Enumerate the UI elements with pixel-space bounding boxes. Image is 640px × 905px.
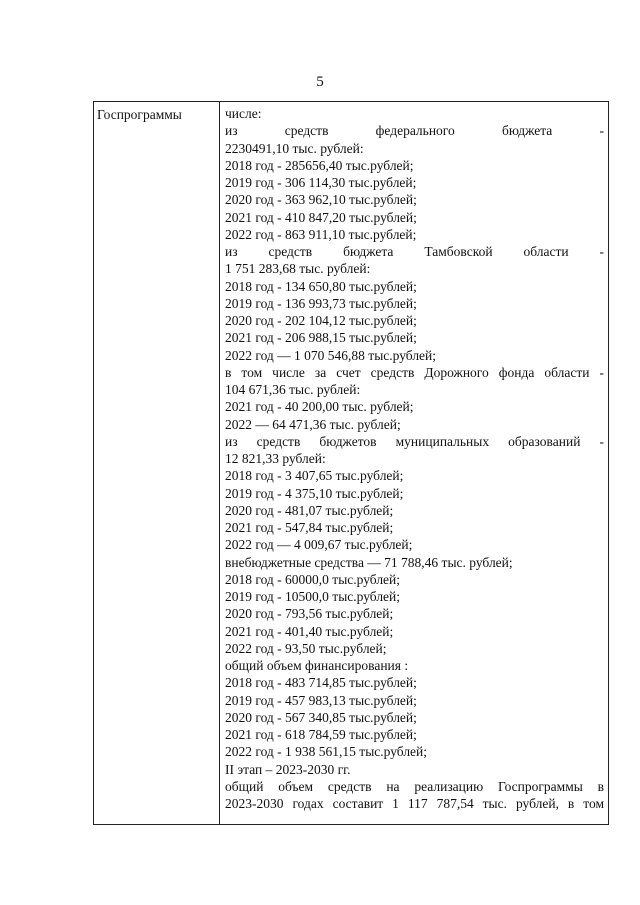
label-cell [94,102,220,825]
content-line: из средств федерального бюджета - [225,123,604,139]
content-line: 2020 год - 567 340,85 тыс.рублей; [225,709,417,725]
content-line: 2019 год - 4 375,10 тыс.рублей; [225,485,404,501]
content-line: 2019 год - 457 983,13 тыс.рублей; [225,692,417,708]
content-line: II этап – 2023-2030 гг. [225,761,351,777]
content-line: в том числе за счет средств Дорожного фонда области - [225,364,604,380]
content-line: 12 821,33 рублей: [225,451,326,466]
content-line: 2020 год - 363 962,10 тыс.рублей; [225,192,417,208]
content-line: 2021 год - 410 847,20 тыс.рублей; [225,209,417,225]
content-line: 2019 год - 306 114,30 тыс.рублей; [225,175,417,190]
content-cell [220,102,609,825]
content-line: 2023-2030 годах составит 1 117 787,54 тыс. рублей, в том [225,796,604,811]
content-line: 2018 год - 3 407,65 тыс.рублей; [225,468,404,484]
content-line: 2022 год - 1 938 561,15 тыс.рублей; [225,744,428,760]
content-line: 104 671,36 тыс. рублей: [225,382,361,397]
content-line: 2021 год - 40 200,00 тыс. рублей; [225,399,414,415]
content-line: 2019 год - 10500,0 тыс.рублей; [225,589,401,604]
content-line: 2020 год - 202 104,12 тыс.рублей; [225,313,417,328]
content-line: 2018 год - 134 650,80 тыс.рублей; [225,278,417,294]
program-table [93,101,609,825]
page-number: 5 [316,74,324,90]
content-line: 2019 год - 136 993,73 тыс.рублей; [225,295,417,311]
content-line: из средств бюджетов муниципальных образований - [225,433,604,449]
content-line: 2022 — 64 471,36 тыс. рублей; [225,416,401,432]
content-line: 2021 год - 206 988,15 тыс.рублей; [225,330,417,346]
content-line: 2020 год - 481,07 тыс.рублей; [225,502,394,518]
content-line: 1 751 283,68 тыс. рублей: [225,261,371,277]
content-line: 2018 год - 483 714,85 тыс.рублей; [225,675,417,691]
content-line: числе: [225,106,262,121]
content-line: 2021 год - 401,40 тыс.рублей; [225,623,394,639]
content-line: из средств бюджета Тамбовской области - [225,244,604,259]
content-line: 2018 год - 60000,0 тыс.рублей; [225,571,401,587]
content-line: 2018 год - 285656,40 тыс.рублей; [225,157,414,173]
table-row [94,102,609,825]
content-line: 2022 год — 1 070 546,88 тыс.рублей; [225,347,437,363]
content-line: 2020 год - 793,56 тыс.рублей; [225,606,394,622]
content-line: общий объем средств на реализацию Госпрограммы в [225,778,604,794]
content-line: 2022 год — 4 009,67 тыс.рублей; [225,537,413,553]
row-label: Госпрограммы [97,107,182,122]
content-line: внебюджетные средства — 71 788,46 тыс. рублей; [225,554,513,570]
content-line: 2230491,10 тыс. рублей: [225,140,364,156]
content-line: 2022 год - 93,50 тыс.рублей; [225,640,387,656]
content-line: 2022 год - 863 911,10 тыс.рублей; [225,226,417,242]
content-line: общий объем финансирования : [225,658,409,673]
content-line: 2021 год - 618 784,59 тыс.рублей; [225,727,417,742]
content-line: 2021 год - 547,84 тыс.рублей; [225,520,394,535]
